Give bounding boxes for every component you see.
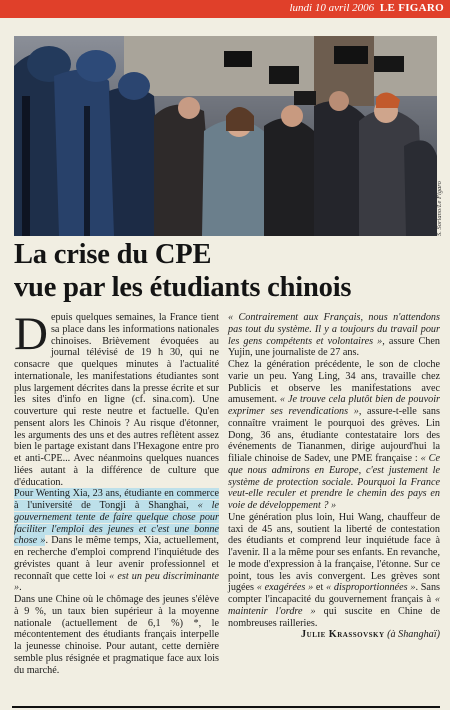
drop-cap: D (14, 308, 48, 360)
protest-crowd-photo (14, 36, 437, 236)
paragraph-text: Chez la génération précédente, le son de cloche varie un peu. Yang Ling, 34 ans, travaille chez Publicis et observe les manifestations avec amusement. (228, 359, 440, 406)
quote: « disproportionnées » (326, 582, 416, 594)
bottom-rule (12, 706, 440, 708)
page-header-bar (0, 0, 450, 18)
quote: « est un peu discriminante » (14, 570, 219, 594)
paragraph-text: Une génération plus loin, Hui Wang, chauffeur de taxi de 45 ans, soutient la liberté de contestation des étudiants et comprend leur inquiétude face à l'avenir. Il a la même pour ses enfants. En revanche, le mode d'expression à la française, l'étonne. Sur ce point, tous les avis convergent. Les grèves sont jugées (228, 511, 440, 594)
paragraph-text: . (19, 582, 22, 594)
paragraph-wenting (14, 488, 219, 594)
quote: « Ce que nous admirons en Europe, c'est justement le système de protection sociale. Pourquoi la France veut-elle reculer et prendre le chemin des pays en voie de développement ? » (228, 453, 440, 511)
paragraph-text: . Dans le même temps, Xia, actuellement, en recherche d'emploi comprend l'inquiétude des grévistes quant à leur avenir professionnel et reconnaît que cette loi (14, 535, 219, 582)
author-name: Julie Krassovsky (301, 629, 385, 641)
paragraph-chen (228, 312, 440, 359)
page-header (289, 2, 444, 14)
headline-line-2: vue par les étudiants chinois (14, 272, 352, 303)
paragraph-text: , assure Chen Yujin, une journaliste de 27 ans. (228, 335, 440, 359)
paragraph-text: . Sans compter l'incapacité du gouvernement français à (228, 582, 441, 605)
article-column-right (228, 312, 440, 641)
paragraph-hui-wang (228, 512, 440, 630)
article-column-left (14, 308, 219, 676)
paragraph-text: et (313, 582, 327, 594)
intro-text: epuis quelques semaines, la France tient sa place dans les informations nationales chinoises. Brièvement évoquées au journal télévisé de 19 h 30, qui ne consacre que quelques minutes à l'actualité internationale, les manifestations étudiantes sont plus largement décrites dans la presse écrite et sur les sites d'info en ligne (cf. sina.com). Une couverture qui reste neutre et factuelle. Qu'en pensent alors les Chinois ? Au risque d'étonner, les arguments des uns et des autres reflètent assez bien le partage existant dans l'Hexagone entre pro et anti-CPE... Avec néanmoins quelques nuances liées autant à la différence de culture que d'éducation. (14, 312, 219, 488)
headline (14, 238, 439, 304)
intro-paragraph (14, 308, 219, 488)
quote: « exagérées » (256, 582, 314, 594)
quote: « Je trouve cela plutôt bien de pouvoir exprimer ses revendications » (228, 394, 440, 417)
paragraph-text: Pour Wenting Xia, 23 ans, étudiante en commerce à l'université de Tongji à Shanghai, (14, 488, 219, 511)
quote: « maintenir l'ordre » (228, 594, 440, 617)
quote: « le gouvernement tente de faire quelque chose pour faciliter l'emploi des jeunes et c'est une bonne chose » (14, 500, 219, 547)
quote: « Contrairement aux Français, nous n'attendons pas tout du système. Il y a toujours du travail pour les gens compétents et volontaires » (228, 312, 440, 347)
paragraph-text: , assure-t-elle sans connaître vraiment le pourquoi des grèves. Lin Dong, 36 ans, étudiante contestataire lors des événements de Tiananmen, dirige aujourd'hui la filiale chinoise de Sadev, une PME française : (228, 406, 440, 464)
paragraph-text: qui suscite en Chine de nombreuses railleries. (228, 605, 440, 629)
publication-name: LE FIGARO (379, 2, 444, 14)
headline-line-1: La crise du CPE (14, 239, 212, 270)
issue-date: lundi 10 avril 2006 (289, 2, 375, 14)
photo-credit: S. Soriano/Le Figaro (436, 181, 443, 236)
author-location: (à Shanghaï) (387, 629, 440, 641)
news-photo (14, 36, 437, 236)
byline (228, 629, 440, 641)
paragraph-unemployment: Dans une Chine où le chômage des jeunes s'élève à 9 %, un taux bien supérieur à la moyenne nationale (actuellement de 6,1 %) *, le mécontentement des étudiants français interpelle la jeunesse chinoise. Pour autant, cette dernière semble plus résignée et pragmatique face aux lois du marché. (14, 594, 219, 676)
paragraph-generation (228, 359, 440, 512)
